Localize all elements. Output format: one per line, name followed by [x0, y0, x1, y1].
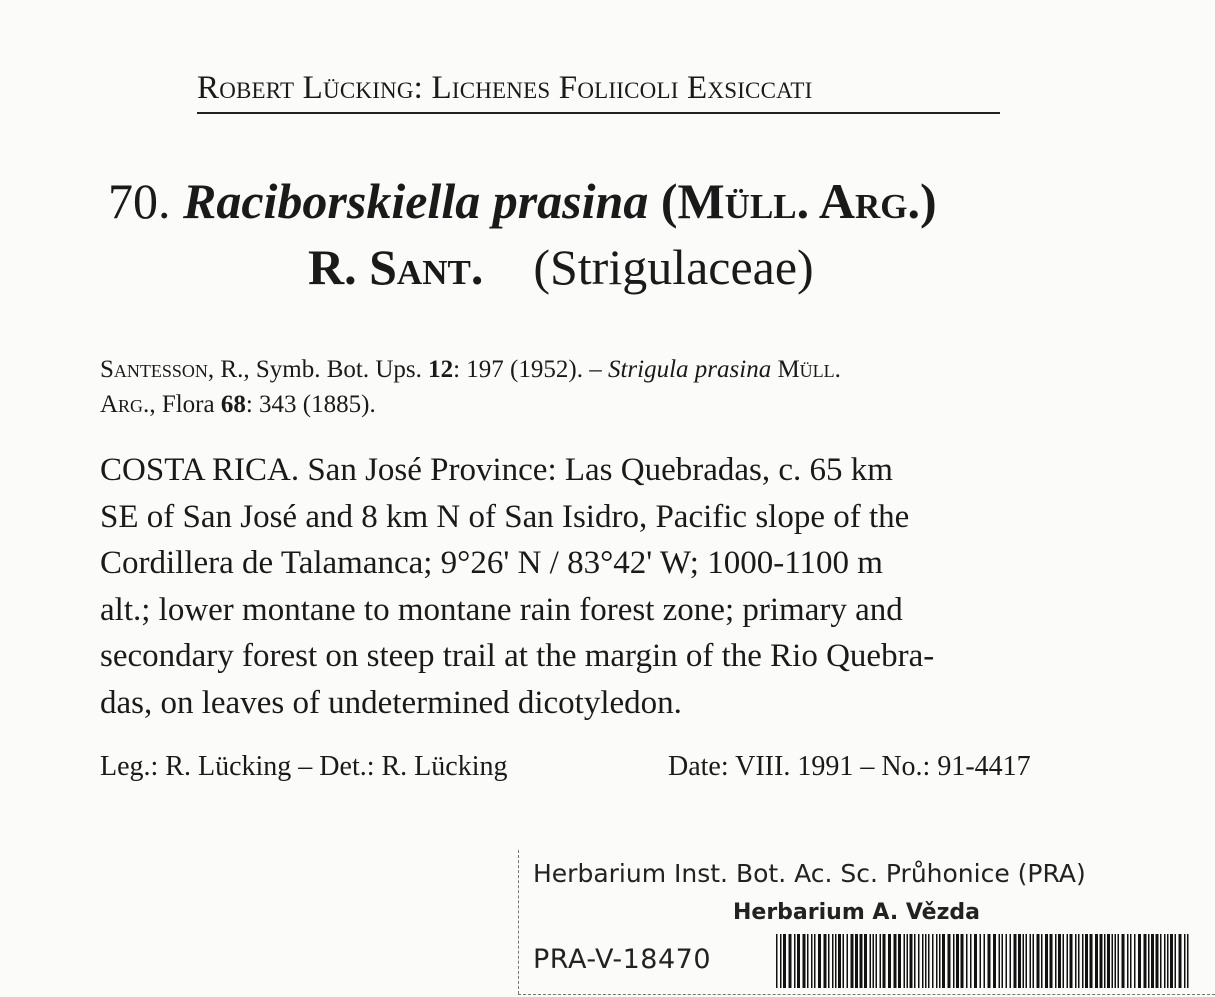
accession-number: PRA-V-18470: [533, 944, 712, 975]
ref2-volume: 68: [220, 391, 246, 418]
locality-line: das, on leaves of undetermined dicotyledon.: [100, 684, 682, 721]
leg-det: Leg.: R. Lücking – Det.: R. Lücking: [100, 751, 508, 782]
ref1-author: Santesson: [100, 356, 208, 383]
stamp-border-bottom: [518, 994, 1215, 995]
collection-label: Herbarium A. Vězda: [733, 900, 981, 925]
ref1-rest: , R., Symb. Bot. Ups.: [207, 356, 429, 383]
literature-references: [100, 352, 1100, 422]
ref1-volume: 12: [428, 356, 454, 383]
collector-line: [100, 748, 1100, 786]
basionym-author-part1: Müll.: [771, 356, 841, 383]
taxon-name: Raciborskiella prasina: [183, 173, 649, 229]
family-name: (Strigulaceae): [533, 239, 814, 295]
reference-line-2: [100, 387, 1100, 422]
taxon-author-1: (Müll. Arg.): [660, 173, 937, 229]
taxon-author-2: R. Sant.: [308, 239, 484, 295]
locality-line: alt.; lower montane to montane rain forest zone; primary and: [100, 591, 903, 628]
locality-line: secondary forest on steep trail at the margin of the Rio Quebra-: [100, 638, 935, 674]
locality-description: [100, 447, 1100, 726]
institution-label: Herbarium Inst. Bot. Ac. Sc. Průhonice (PRA): [533, 859, 1086, 888]
barcode-icon: [776, 934, 1191, 988]
specimen-number: 70.: [108, 173, 171, 229]
specimen-title: [108, 168, 1108, 300]
ref2-journal: , Flora: [149, 391, 221, 418]
locality-line: SE of San José and 8 km N of San Isidro, Pacific slope of the: [100, 498, 910, 535]
series-header: Robert Lücking: Lichenes Foliicoli Exsiccati: [197, 66, 1000, 114]
date-number: Date: VIII. 1991 – No.: 91-4417: [668, 751, 1031, 782]
stamp-border-left: [518, 850, 519, 994]
locality-line: COSTA RICA. San José Province: Las Quebradas, c. 65 km: [100, 452, 893, 488]
reference-line-1: [100, 352, 1100, 387]
basionym-author-part2: Arg.: [100, 391, 150, 418]
locality-line: Cordillera de Talamanca; 9°26' N / 83°42' W; 1000-1100 m: [100, 545, 883, 581]
basionym: Strigula prasina: [607, 356, 772, 383]
herbarium-stamp: [518, 850, 1215, 997]
ref2-pages: : 343 (1885).: [245, 391, 376, 418]
ref1-pages: : 197 (1952). –: [453, 356, 608, 383]
